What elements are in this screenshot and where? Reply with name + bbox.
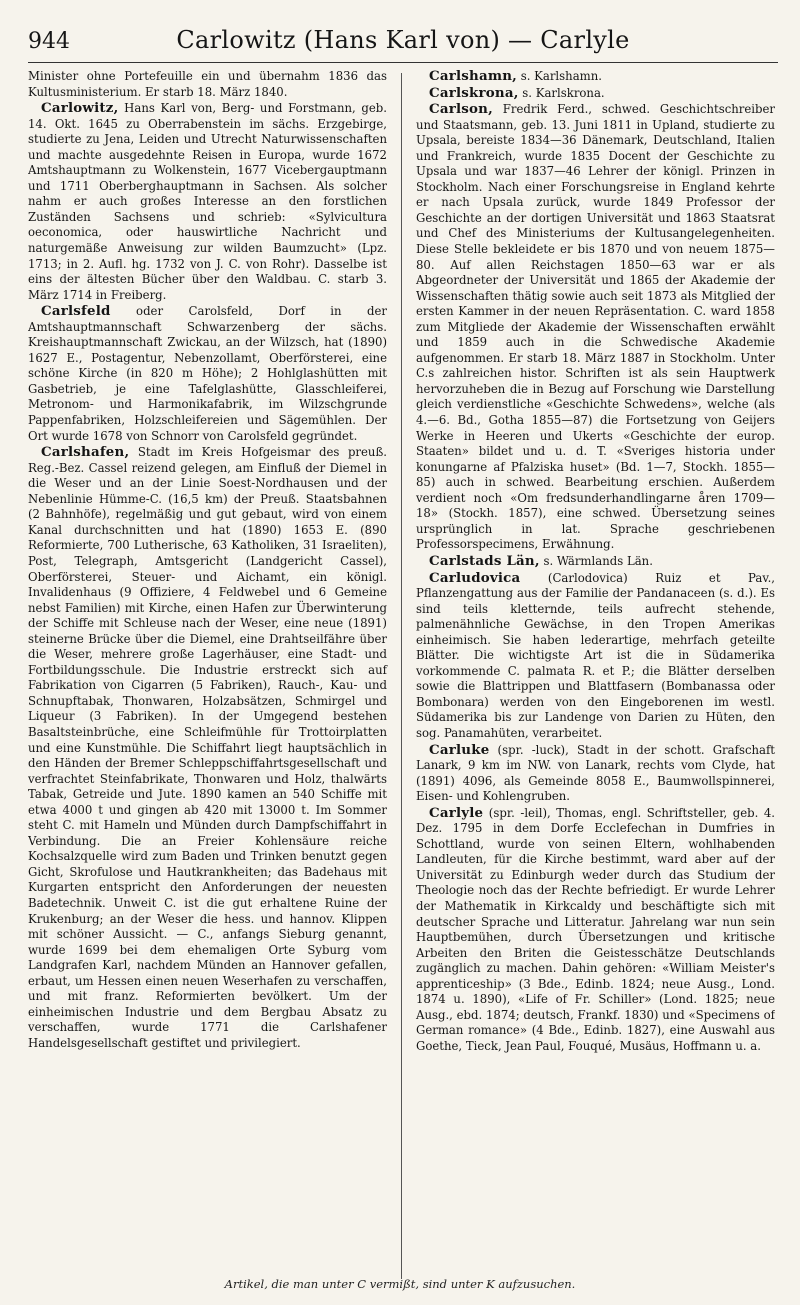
entry-text: s. Karlskrona. [522, 85, 605, 100]
entry-text: Minister ohne Portefeuille ein und übernahm 1836 das Kultusministerium. Er starb 18. März 1840. [28, 69, 387, 99]
entry-carlsfeld [28, 304, 387, 444]
entry-carlshamn [416, 69, 775, 85]
entry-carlson [416, 102, 775, 553]
entry-headword: Carlsfeld [41, 303, 111, 320]
running-title: Carlowitz (Hans Karl von) — Carlyle [176, 26, 630, 54]
entry-headword: Carlson, [429, 101, 493, 118]
entry-headword: Carlshafen, [41, 444, 130, 461]
right-column [407, 69, 775, 1279]
entry-text: Hans Karl von, Berg- und Forstmann, geb. 14. Okt. 1645 zu Oberrabenstein im sächs. Erzgebirge, studierte zu Jena, Leiden und Utrecht Naturwissenschaften und machte ausgedehnte Reisen in Europa, wurde 1672 Amtshauptmann zu Wolkenstein, 1677 Vicebergauptmann und 1711 Oberberghauptmann in Sachsen. Als solcher nahm er auch großes Interesse an den forstlichen Zuständen Sachsens und schrieb: «Sylvicultura oeconomica, oder hauswirtliche Nachricht und naturgemäße Anweisung zur wilden Baumzucht» (Lpz. 1713; in 2. Aufl. hg. 1732 von J. C. von Rohr). Dasselbe ist eins der ältesten Bücher über den Waldbau. C. starb 3. März 1714 in Freiberg. [28, 101, 387, 302]
left-column [28, 69, 396, 1279]
entry-headword: Carlyle [429, 804, 484, 821]
entry-carlowitz [28, 101, 387, 303]
entry-text: s. Wärmlands Län. [543, 553, 653, 568]
entry-text: Fredrik Ferd., schwed. Geschichtschreiber und Staatsmann, geb. 13. Juni 1811 in Upland, studierte zu Upsala, bereiste 1834—36 Dänemark, Deutschland, Italien und Frankreich, wurde 1835 Docent der Geschichte zu Upsala und war 1837—46 Lehrer der königl. Prinzen in Stockholm. Nach einer Forschungsreise in England kehrte er nach Upsala zurück, wurde 1849 Professor der Geschichte an der dortigen Universität und 1863 Staatsrat und Chef des Ministeriums der Kultusangelegenheiten. Diese Stelle bekleidete er bis 1870 und von neuem 1875—80. Auf allen Reichstagen 1850—63 war er als Abgeordneter der Universität und 1865 der Akademie der Wissenschaften thätig sowie auch seit 1873 als Mitglied der ersten Kammer in der neuen Repräsentation. C. ward 1858 zum Mitgliede der Akademie der Wissenschaften erwählt und 1859 auch in die Schwedische Akademie aufgenommen. Er starb 18. März 1887 in Stockholm. Unter C.s zahlreichen histor. Schriften ist als sein Hauptwerk hervorzuheben die in Bezug auf Forschung wie Darstellung gleich verdienstliche «Geschichte Schwedens», welche (als 4.—6. Bd., Gotha 1855—87) die Fortsetzung von Geijers Werke in Heeren und Ukerts «Geschichte der europ. Staaten» bildet und u. d. T. «Sveriges historia under konungarne af Pfalziska huset» (Bd. 1—7, Stockh. 1855—85) auch in schwed. Bearbeitung erschien. Außerdem verdient noch «Om fredsunderhandlingarne åren 1709—18» (Stockh. 1857), eine schwed. Übersetzung seines ursprünglich in lat. Sprache geschriebenen Professorspecimens, Erwähnung. [416, 102, 775, 552]
entry-text: (spr. -leil), Thomas, engl. Schriftsteller, geb. 4. Dez. 1795 in dem Dorfe Ecclefechan in Dumfries in Schottland, wurde von seinen Eltern, wohlhabenden Landleuten, für die Kirche bestimmt, ward aber auf der Universität zu Edinburgh weder durch das Studium der Theologie noch das der Rechte befriedigt. Er wurde Lehrer der Mathematik in Kirkcaldy und beschäftigte sich mit deutscher Sprache und Litteratur. Jahrelang war nun sein Hauptbemühen, durch Übersetzungen und kritische Arbeiten den Briten die Geistesschätze Deutschlands zugänglich zu machen. Dahin gehören: «William Meister's apprenticeship» (3 Bde., Edinb. 1824; neue Ausg., Lond. 1874 u. 1890), «Life of Fr. Schiller» (Lond. 1825; neue Ausg., ebd. 1874; deutsch, Frankf. 1830) und «Specimens of German romance» (4 Bde., Edinb. 1827), eine Auswahl aus Goethe, Tieck, Jean Paul, Fouqué, Musäus, Hoffmann u. a. [416, 805, 775, 1053]
entry-text: s. Karlshamn. [520, 69, 602, 83]
entry-headword: Carluke [429, 741, 490, 758]
page-header [28, 26, 778, 63]
entry-carlshafen [28, 445, 387, 1051]
page-number: 944 [28, 29, 70, 54]
entry-carluke [416, 743, 775, 805]
footer-note: Artikel, die man unter C vermißt, sind unter K aufzusuchen. [224, 1277, 576, 1291]
entry-headword: Carludovica [429, 569, 521, 586]
column-divider [401, 73, 402, 1279]
entry-carlskrona [416, 86, 775, 102]
entry-headword: Carlowitz, [41, 100, 119, 117]
entry-text: Stadt im Kreis Hofgeismar des preuß. Reg.-Bez. Cassel reizend gelegen, am Einfluß der Diemel in die Weser und an der Linie Soest-Nordhausen und der Nebenlinie Hümme-C. (16,5 km) der Preuß. Staatsbahnen (2 Bahnhöfe), regelmäßig und gut gebaut, wird von einem Kanal durchschnitten und hat (1890) 1653 E. (890 Reformierte, 700 Lutherische, 63 Katholiken, 31 Israeliten), Post, Telegraph, Amtsgericht (Landgericht Cassel), Oberförsterei, Steuer- und Aichamt, ein königl. Invalidenhaus (9 Offiziere, 4 Feldwebel und 6 Gemeine nebst Familien) mit Kirche, einen Hafen zur Überwinterung der Schiffe mit Schleuse nach der Weser, eine neue (1891) steinerne Brücke über die Diemel, eine Drahtseilfähre über die Weser, mehrere große Lagerhäuser, eine Stadt- und Fortbildungsschule. Die Industrie erstreckt sich auf Fabrikation von Cigarren (5 Fabriken), Rauch-, Kau- und Schnupftabak, Thonwaren, Holzabsätzen, Schmirgel und Liqueur (3 Fabriken). In der Umgegend bestehen Basaltsteinbrüche, eine Schleifmühle für Trottoirplatten und eine Kunstmühle. Die Schiffahrt liegt hauptsächlich in den Händen der Bremer Schleppschiffahrtsgesellschaft und verfrachtet Steinfabrikate, Thonwaren und Holz, thalwärts Tabak, Getreide und Jute. 1890 kamen an 540 Schiffe mit etwa 4000 t und gingen ab 420 mit 13000 t. Im Sommer steht C. mit Hameln und Münden durch Dampfschiffahrt in Verbindung. Die an Freier Kohlensäure reiche Kochsalzquelle wird zum Baden und Trinken benutzt gegen Gicht, Skrofulose und Hautkrankheiten; das Badehaus mit Kurgarten entspricht den Anforderungen der neuesten Badetechnik. Unweit C. ist die gut erhaltene Ruine der Krukenburg; an der Weser die hess. und hannov. Klippen mit schöner Aussicht. — C., anfangs Sieburg genannt, wurde 1699 bei dem ehemaligen Orte Syburg vom Landgrafen Karl, nachdem Münden an Hannover gefallen, erbaut, um Hessen einen neuen Weserhafen zu verschaffen, und mit franz. Reformierten bevölkert. Um der einheimischen Industrie und dem Bergbau Absatz zu verschaffen, wurde 1771 die Carlshafener Handelsgesellschaft gestiftet und privilegiert. [28, 445, 387, 1050]
entry-text: (Carlodovica) Ruiz et Pav., Pflanzengattung aus der Familie der Pandanaceen (s. d.). Es sind teils kletternde, teils aufrecht stehende, palmenähnliche Gewächse, in den Tropen Amerikas einheimisch. Sie haben lederartige, mehrfach geteilte Blätter. Die wichtigste Art ist die in Südamerika vorkommende C. palmata R. et P.; die Blätter derselben sowie die Blattrippen und Blattfasern (Bombanassa oder Bombonara) werden von den Eingeborenen im westl. Südamerika bis zur Landenge von Darien zu Hüten, den sog. Panamahüten, verarbeitet. [416, 570, 775, 740]
entry-headword: Carlskrona, [429, 84, 519, 101]
entry-carludovica [416, 571, 775, 742]
entry-headword: Carlshamn, [429, 69, 517, 84]
entry-headword: Carlstads Län, [429, 552, 540, 569]
entry-text: (spr. -luck), Stadt in der schott. Grafschaft Lanark, 9 km im NW. von Lanark, rechts vom Clyde, hat (1891) 4096, als Gemeinde 8058 E., Baumwollspinnerei, Eisen- und Kohlengruben. [416, 742, 775, 804]
entry-text: oder Carolsfeld, Dorf in der Amtshauptmannschaft Schwarzenberg der sächs. Kreishauptmannschaft Zwickau, an der Wilzsch, hat (1890) 1627 E., Postagentur, Nebenzollamt, Oberförsterei, eine schöne Kirche (in 820 m Höhe); 2 Hohlglashütten mit Gasbetrieb, je eine Tafelglashütte, Glasschleiferei, Metronom- und Harmonikafabrik, im Wilzschgrunde Pappenfabriken, Holzschleifereien und Sägemühlen. Der Ort wurde 1678 von Schnorr von Carolsfeld gegründet. [28, 304, 387, 443]
entry-carlyle [416, 806, 775, 1055]
text-columns [28, 69, 778, 1279]
entry-carlstads-lan [416, 554, 775, 570]
entry-minister-continuation [28, 69, 387, 100]
